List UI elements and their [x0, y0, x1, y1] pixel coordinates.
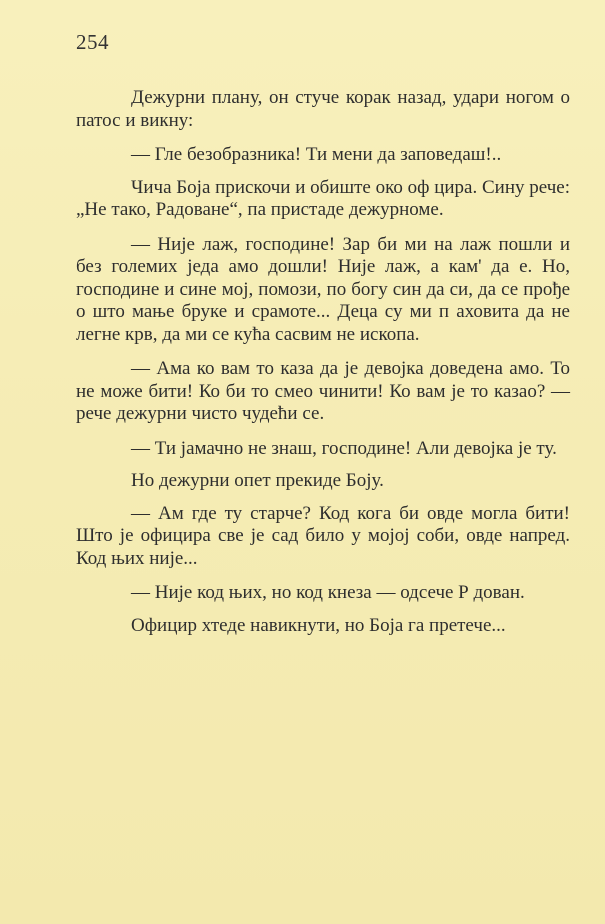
paragraph: — Гле безобразника! Ти мени да заповедаш!..	[131, 144, 502, 165]
paragraph: — Није лаж, господине! Зар би ми на лаж пошли и без големих једа амо дошли! Није лаж, а кам' да е. Но, господине и сине мој, помози, по богу син да си, да се прође о што мање бруке и срамоте... Деца су ми п аховита да не легне крв, да ми се кућа сасвим не ископа.	[76, 233, 570, 345]
paragraph: — Ти јамачно не знаш, господине! Али девојка је ту.	[131, 437, 557, 459]
paragraph: Чича Боја прискочи и обиште око оф цира. Сину рече: „Не тако, Радоване“, па пристаде дежурноме.	[76, 176, 570, 220]
body-text	[76, 87, 570, 649]
paragraph: Официр хтеде навикнути, но Боја га претече...	[131, 614, 506, 636]
paragraph: — Ама ко вам то каза да је девојка доведена амо. То не може бити! Ко би то смео чинити! Ко вам је то казао? — рече дежурни чисто чудећи се.	[76, 358, 570, 424]
paragraph: — Није код њих, но код кнеза — одсече Р дован.	[131, 582, 525, 603]
page-number: 254	[76, 30, 109, 54]
paragraph: Дежурни плану, он стуче корак назад, удари ногом о патос и викну:	[76, 87, 570, 131]
paragraph: — Ам где ту старче? Код кога би овде могла бити! Што је официра све је сад било у мојој соби, овде напред. Код њих није...	[76, 502, 570, 569]
paragraph: Но дежурни опет прекиде Боју.	[131, 470, 384, 491]
